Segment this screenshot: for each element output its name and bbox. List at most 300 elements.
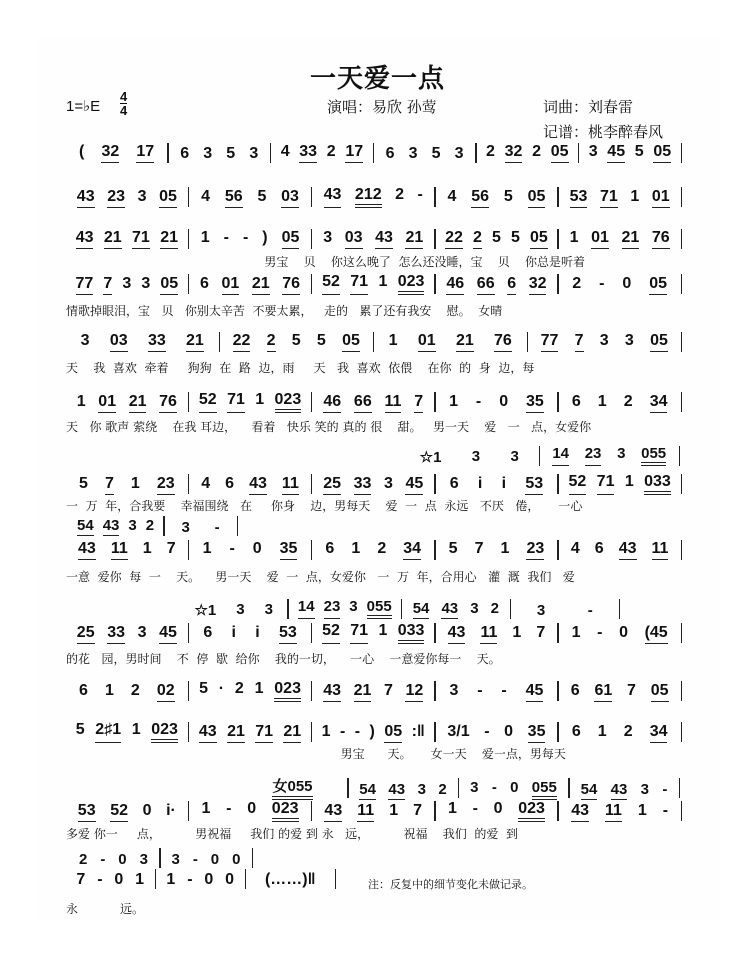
note-token: 5 (503, 188, 513, 205)
measure (189, 475, 311, 495)
note-token: 7 (383, 682, 393, 699)
measure (66, 721, 188, 743)
note-token: 43 (77, 188, 95, 208)
note-token: 01 (98, 393, 116, 413)
measure (66, 475, 188, 495)
note-token: - (97, 871, 103, 888)
note-token: - (226, 800, 232, 817)
note-token: 3 (171, 851, 180, 868)
note-token: 2 (377, 540, 387, 557)
note-token: 61 (594, 682, 612, 702)
note-token: 01 (652, 188, 670, 208)
note-token: 3 (137, 188, 147, 205)
note-token: 5 (448, 540, 458, 557)
note-token: 54 (580, 781, 598, 798)
note-token: 32 (505, 143, 523, 163)
measure (220, 332, 373, 352)
bar-line (681, 229, 683, 249)
note-token: 0 (252, 540, 262, 557)
measure (559, 393, 681, 413)
measure (66, 275, 188, 295)
note-token: 33 (107, 624, 125, 644)
staff-system (66, 143, 682, 163)
note-token: 53 (78, 802, 96, 822)
note-token: 71 (350, 622, 368, 644)
note-token: 3 (640, 781, 649, 798)
measure (540, 445, 679, 466)
measure (559, 723, 681, 743)
measure (189, 723, 311, 743)
note-token: 1 (255, 391, 265, 408)
note-token: 23 (585, 445, 602, 466)
note-token: 2 (490, 600, 499, 617)
note-token: 32 (101, 143, 119, 163)
upper-voice (68, 848, 253, 868)
note-token: ) (262, 229, 268, 246)
note-token: 53 (525, 475, 543, 495)
lyrics-line: 多爱 你一 点， 男祝福 我们 的爱 到 永 远， 祝福 我们 的爱 到 (66, 827, 519, 841)
note-token: i (477, 475, 483, 492)
measure (312, 393, 434, 413)
note-token: 05 (159, 188, 177, 208)
note-token: ) (369, 723, 375, 740)
note-token: 1 (512, 624, 522, 641)
staff-system (66, 186, 682, 208)
note-token: 023 (398, 273, 425, 295)
note-token: 54 (412, 600, 430, 617)
upper-voice (68, 516, 238, 536)
measure (289, 598, 401, 619)
note-token: 7 (413, 802, 423, 819)
note-token: i (231, 624, 236, 641)
note-token: 4 (201, 475, 211, 492)
bar-line (619, 599, 621, 619)
note-token: 3 (599, 332, 609, 349)
note-token: (……)‖ (264, 871, 316, 888)
note-token: 4 (447, 188, 457, 205)
measure (312, 682, 434, 702)
note-token: 25 (77, 624, 95, 644)
note-token: 11 (357, 802, 374, 822)
note-token: 3 (349, 598, 358, 615)
measure (169, 145, 270, 163)
note-token: 2 (438, 781, 447, 798)
note-token: 3 (624, 332, 634, 349)
note-token: 1 (449, 393, 458, 410)
measure (559, 473, 681, 495)
note-token: 7 (575, 332, 584, 352)
note-token: 3 (139, 851, 148, 868)
note-token: 1 (630, 188, 640, 205)
measure (68, 517, 163, 536)
measure (66, 624, 188, 644)
note-token: - (339, 723, 346, 740)
note-token: 77 (541, 332, 559, 352)
note-token: 05 (551, 143, 569, 163)
note-token: 21 (622, 229, 640, 249)
note-token: 03 (345, 229, 363, 249)
note-token: 43 (78, 540, 96, 560)
note-token: 5 (79, 475, 88, 492)
note-token: 5 (199, 680, 208, 697)
singers: 演唱：易欣 孙莺 (327, 98, 437, 116)
note-token: 71 (132, 229, 150, 249)
note-token: 43 (199, 723, 217, 743)
note-token: 7 (105, 475, 114, 495)
time-sig-top: 4 (120, 89, 128, 104)
note-token: 7 (536, 624, 546, 641)
note-token: 6 (385, 145, 395, 162)
note-token: 53 (570, 188, 588, 208)
note-token: - (491, 779, 497, 796)
measure (374, 145, 475, 163)
measure (436, 188, 558, 208)
note-token: 2 (78, 851, 88, 868)
note-token: 3 (122, 275, 132, 292)
measure (312, 475, 434, 495)
note-token: 3 (128, 517, 137, 534)
note-token: 22 (445, 229, 463, 249)
upper-voice (238, 775, 680, 800)
note-token: 43 (441, 600, 459, 617)
note-token: 7 (627, 682, 636, 699)
staff-system (66, 540, 682, 560)
note-token: 3 (408, 145, 418, 162)
note-token: 0 (232, 851, 241, 868)
note-token: 76 (652, 229, 670, 249)
note-token: 3 (536, 602, 546, 619)
note-token: 35 (526, 393, 544, 413)
note-token: 21 (405, 229, 423, 249)
note-token: 7 (166, 540, 176, 557)
measure (559, 188, 681, 208)
note-token: 17 (136, 143, 154, 163)
note-token: - (501, 682, 507, 699)
measure (66, 143, 167, 163)
lyrics-line: 的花 园，男时间 不 停 歇 给你 我的一切， 一心 一意爱你每一 天。 (66, 652, 501, 666)
measure (436, 540, 558, 560)
note-token: 23 (107, 188, 125, 208)
lyrics-line: 永 远。 (66, 902, 144, 916)
note-token: 3 (449, 682, 459, 699)
note-token: 1 (637, 802, 647, 819)
note-token: 21 (227, 723, 245, 743)
measure (189, 540, 311, 560)
note-token: 05 (384, 723, 402, 743)
note-token: ☆1 (419, 449, 442, 466)
note-token: 43 (324, 186, 342, 208)
measure (559, 682, 681, 702)
measure (559, 624, 681, 644)
note-token: 1 (202, 540, 212, 557)
measure (66, 188, 188, 208)
note-token: 0 (510, 779, 519, 796)
note-token: 0 (247, 800, 257, 817)
note-token: 5 (431, 145, 441, 162)
measure (66, 229, 188, 249)
note-token: - (597, 624, 603, 641)
note-token: 6 (507, 275, 516, 295)
measure (66, 332, 219, 352)
note-token: 2♯1 (95, 721, 121, 743)
note-token: 05 (528, 188, 546, 208)
note-token: - (417, 186, 423, 203)
bar-line (681, 722, 683, 742)
note-token: 2 (486, 143, 495, 160)
note-token: 22 (233, 332, 251, 352)
note-token: 7 (474, 540, 484, 557)
note-token: 4 (280, 143, 290, 160)
note-token: 21 (354, 682, 372, 702)
note-token: 66 (354, 393, 372, 413)
note-token: 3 (141, 275, 151, 292)
measure (189, 680, 311, 702)
note-token: 52 (199, 391, 217, 413)
measure (436, 393, 558, 413)
note-token: 05 (653, 143, 671, 163)
note-token: 055 (532, 779, 557, 800)
note-token: 2 (234, 680, 244, 697)
note-token: 45 (526, 682, 544, 702)
note-token: 53 (279, 624, 297, 644)
measure (66, 393, 188, 413)
note-token: 2 (145, 517, 155, 534)
staff-system (66, 273, 682, 295)
note-token: 1 (378, 273, 388, 290)
note-token: 23 (526, 540, 544, 560)
measure (528, 332, 681, 352)
measure (402, 600, 509, 619)
note-token: - (242, 229, 249, 246)
note-token: 34 (650, 393, 668, 413)
lyrics-line: 天 我 喜欢 牵着 狗狗 在 路 边，雨 天 我 喜欢 依偎 在你 的 身 边，每 (66, 361, 535, 375)
bar-line (681, 474, 683, 494)
note-token: ( (79, 143, 85, 160)
note-token: 3 (417, 781, 426, 798)
note-token: - (472, 800, 478, 817)
staff-system (66, 473, 682, 495)
measure (374, 332, 527, 352)
note-token: 3 (264, 601, 273, 618)
note-token: 21 (252, 275, 270, 295)
note-token: 11 (385, 393, 402, 413)
note-token: 1 (76, 393, 86, 410)
note-token: 1 (569, 229, 579, 246)
note-token: 6 (325, 540, 335, 557)
note-token: 2 (267, 332, 276, 352)
note-token: 33 (299, 143, 317, 163)
note-token: 71 (227, 391, 245, 413)
measure (559, 229, 681, 249)
measure (180, 601, 287, 619)
measure (312, 723, 434, 743)
note-token: 1 (447, 800, 457, 817)
note-token: 54 (359, 781, 376, 798)
note-token: - (192, 851, 198, 868)
note-token: 4 (201, 188, 211, 205)
time-signature (120, 90, 127, 117)
measure (246, 871, 335, 889)
note-token: 1 (104, 682, 114, 699)
note-token: 5 (316, 332, 326, 349)
note-token: 35 (280, 540, 298, 560)
bar-line (679, 778, 681, 798)
note-token: 023 (274, 680, 301, 702)
measure (312, 273, 434, 295)
measure (349, 781, 458, 800)
note-token: 5 (226, 145, 236, 162)
note-token: - (354, 723, 361, 740)
note-token: 05 (530, 229, 548, 249)
staff-system (66, 229, 682, 249)
lyrics-line: 情歌掉眼泪，宝 贝 你别太辛苦 不要太累， 走的 累了还有我安 慰。 女晴 (66, 304, 503, 318)
note-token: 1 (254, 680, 264, 697)
note-token: i (501, 475, 507, 492)
note-token: 11 (111, 540, 128, 560)
measure (66, 802, 188, 822)
bar-line (335, 869, 337, 889)
note-token: 1 (597, 723, 607, 740)
note-token: 2 (326, 143, 336, 160)
note-token: 1 (389, 802, 399, 819)
note-token: 11 (605, 802, 622, 822)
measure (312, 802, 434, 822)
measure (436, 475, 558, 495)
note-token: 05 (650, 332, 668, 352)
note-token: 6 (449, 475, 459, 492)
measure (436, 800, 558, 822)
note-token: 3/1 (447, 723, 470, 740)
measure (189, 800, 311, 822)
staff-system (66, 680, 682, 702)
note-token: 33 (354, 475, 372, 495)
note-token: (45 (645, 624, 668, 644)
bar-line (681, 392, 683, 412)
note-token: 03 (110, 332, 128, 352)
note-token: 5 (257, 188, 267, 205)
note-token: 5 (492, 229, 501, 246)
note-token: - (475, 393, 482, 410)
footnote: 注：反复中的细节变化未做记录。 (368, 878, 533, 891)
note-token: 43 (610, 781, 628, 798)
note-token: 3 (181, 519, 190, 536)
note-token: 21 (283, 723, 301, 743)
note-token: - (484, 723, 490, 740)
measure (271, 143, 372, 163)
note-token: 05 (160, 275, 178, 295)
measure (459, 779, 568, 800)
note-token: 43 (249, 475, 267, 495)
note-token: 6 (571, 393, 581, 410)
note-token: 0 (499, 393, 509, 410)
note-token: 17 (345, 143, 363, 163)
bar-line (252, 848, 254, 868)
note-token: 01 (418, 332, 436, 352)
note-token: 43 (388, 781, 406, 798)
lyrics-line: 一意 爱你 每 一 天。 男一天 爱 一 点，女爱你 一 万 年，合用心 灌 溉 我们 爱 (66, 570, 575, 584)
note-token: 3 (510, 448, 519, 465)
note-token: 3 (383, 475, 393, 492)
note-token: · (218, 680, 225, 697)
measure (559, 802, 681, 822)
lyrics-line: 男宝 贝 你这么晚了 怎么还没睡，宝 贝 你总是听着 (66, 255, 586, 269)
note-token: 2 (532, 143, 542, 160)
measure (511, 602, 618, 619)
measure (66, 871, 155, 889)
note-token: 23 (157, 475, 175, 495)
lyrics-line: 男宝 天。 女一天 爱一点，男每天 (66, 747, 566, 761)
note-token: 7 (103, 275, 112, 295)
measure (68, 851, 159, 868)
measure (559, 275, 681, 295)
note-token: 5 (510, 229, 520, 246)
note-token: 52 (110, 802, 128, 822)
note-token: 1 (500, 540, 510, 557)
note-token: 3 (588, 143, 598, 160)
note-token: 66 (477, 275, 495, 295)
note-token: 3 (203, 145, 213, 162)
note-token: ☆1 (194, 602, 217, 619)
note-token: 46 (446, 275, 464, 295)
note-token: 4 (570, 540, 580, 557)
note-token: 77 (76, 275, 94, 295)
measure (559, 540, 681, 560)
note-token: 1 (351, 540, 361, 557)
note-token: 03 (281, 188, 299, 208)
note-token: 6 (203, 624, 213, 641)
note-token: 3 (454, 145, 464, 162)
measure (436, 229, 558, 249)
measure (189, 391, 311, 413)
bar-line (681, 143, 683, 163)
note-token: 0 (210, 851, 220, 868)
note-token: 43 (102, 517, 120, 534)
note-token: 56 (471, 188, 489, 208)
note-token: 05 (651, 682, 669, 702)
measure (189, 624, 311, 644)
note-token: 6 (571, 723, 581, 740)
note-token: - (229, 540, 235, 557)
measure (312, 229, 434, 249)
measure (312, 622, 434, 644)
note-token: - (662, 781, 668, 798)
note-token: 1 (571, 624, 581, 641)
note-token: 2 (572, 275, 582, 292)
note-token: 21 (129, 393, 147, 413)
note-token: 45 (159, 624, 177, 644)
note-token: 055 (367, 598, 392, 619)
measure (66, 682, 188, 702)
bar-line (237, 516, 239, 536)
note-token: 3 (617, 445, 626, 462)
note-token: 0 (622, 275, 632, 292)
measure (312, 186, 434, 208)
note-token: 3 (323, 229, 333, 246)
key-signature: 1=♭E (66, 98, 101, 115)
bar-line (681, 540, 683, 560)
staff-system (66, 800, 682, 822)
staff-system (66, 721, 682, 743)
note-token: 6 (570, 682, 580, 699)
note-token: 7 (76, 871, 86, 888)
measure (400, 448, 539, 466)
staff-system (66, 332, 682, 352)
note-token: 023 (272, 800, 299, 822)
bar-line (681, 681, 683, 701)
note-token: 33 (148, 332, 166, 352)
staff-system (66, 622, 682, 644)
bar-line (681, 187, 683, 207)
